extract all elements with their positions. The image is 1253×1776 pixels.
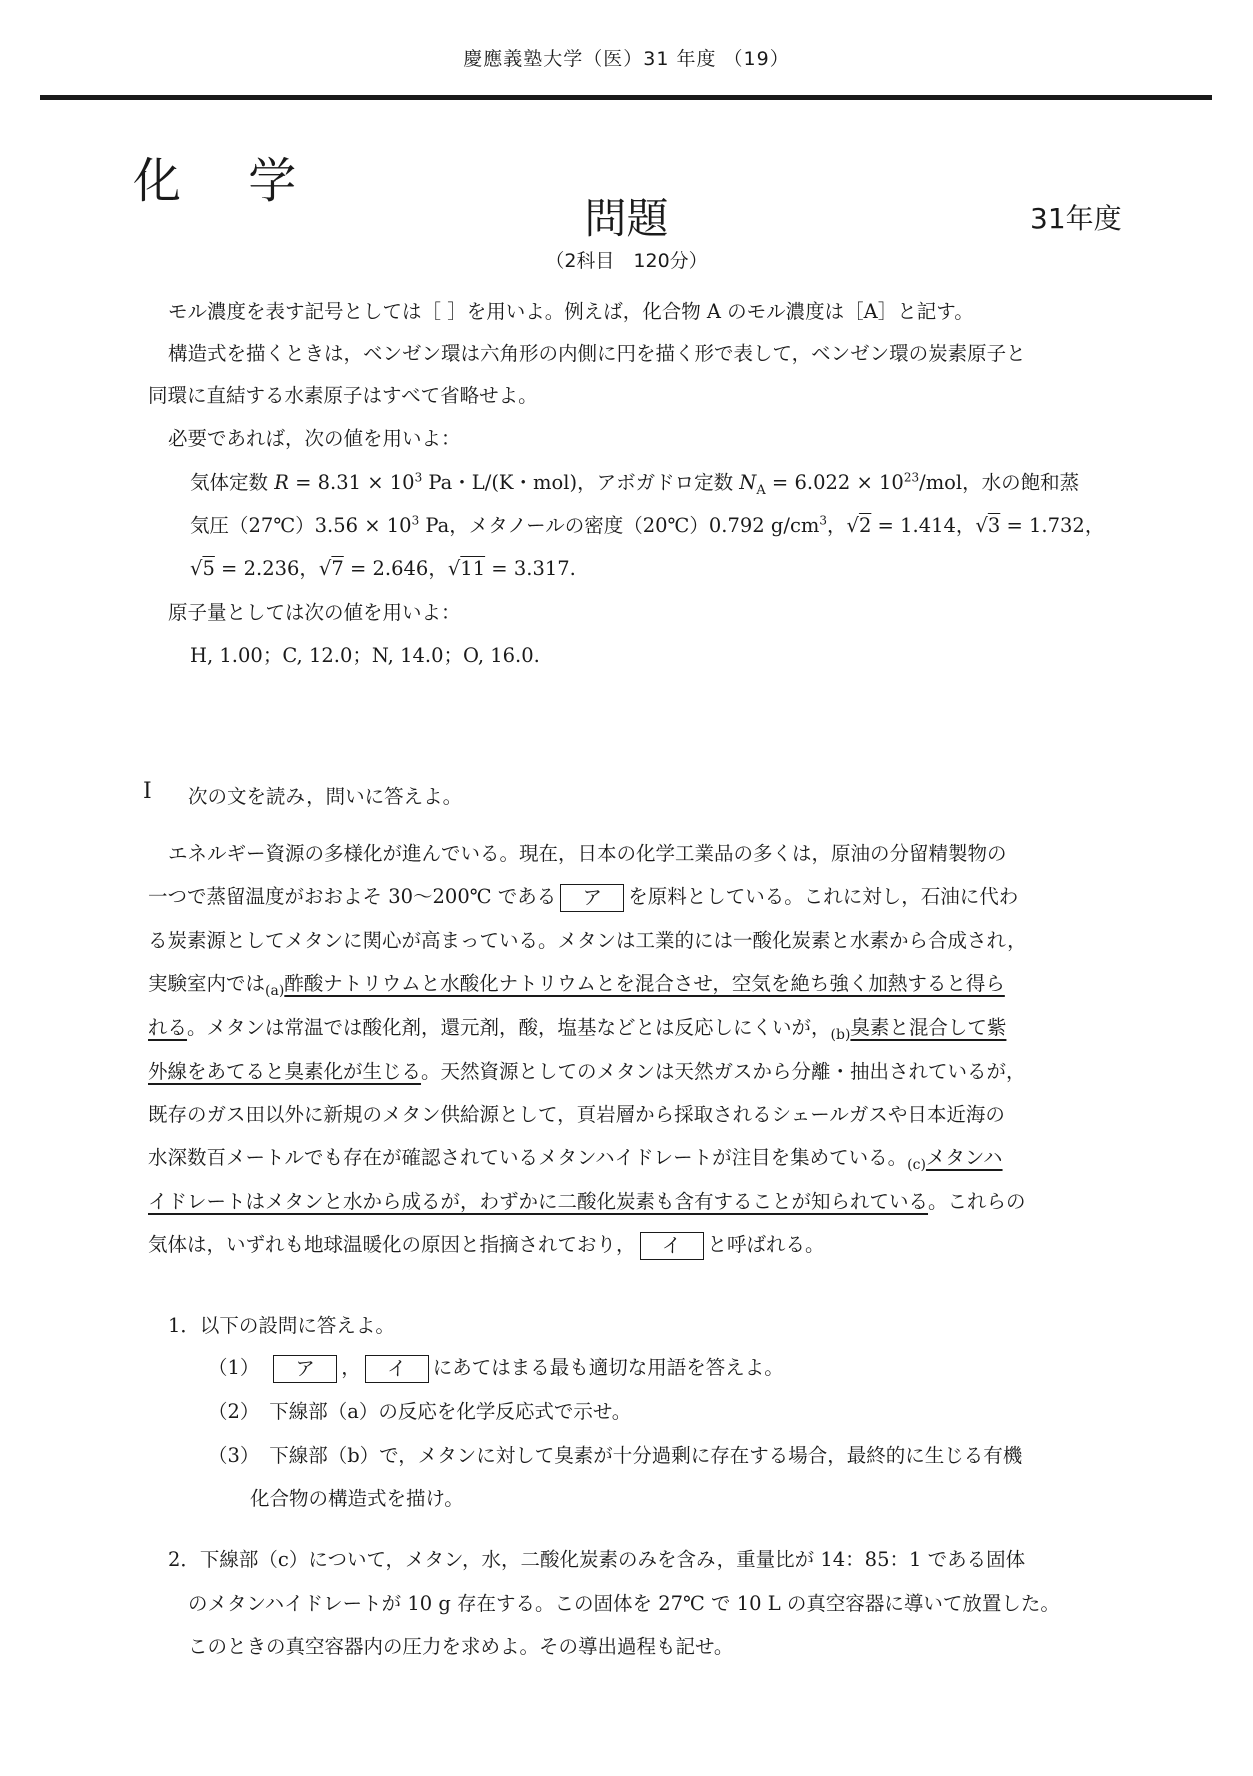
passage-line-3: る炭素源としてメタンに関心が高まっている。メタンは工業的には一酸化炭素と水素から合成され，	[148, 929, 1027, 952]
passage-line-10: 気体は，いずれも地球温暖化の原因と指摘されており， イ と呼ばれる。	[148, 1229, 825, 1260]
section-number: I	[143, 779, 152, 804]
exam-duration: （2科目 120分）	[545, 250, 708, 272]
marker-b: (b)	[830, 1026, 851, 1043]
intro-line-5: 原子量としては次の値を用いよ：	[168, 601, 461, 624]
question-1-3-cont: 化合物の構造式を描け。	[250, 1487, 464, 1510]
marker-a: (a)	[265, 982, 285, 999]
q1-blank-i: イ	[365, 1355, 429, 1383]
question-2-line-3: このときの真空容器内の圧力を求めよ。その導出過程も記せ。	[188, 1635, 734, 1658]
blank-i: イ	[640, 1232, 704, 1260]
passage-line-2: 一つで蒸留温度がおおよそ 30〜200℃ である ア を原料としている。これに対し，石油に代わ	[148, 881, 1018, 912]
intro-line-2: 構造式を描くときは，ベンゼン環は六角形の内側に円を描く形で表して，ベンゼン環の炭素原子と	[168, 342, 1026, 365]
intro-line-1: モル濃度を表す記号としては［ ］を用いよ。例えば，化合物 A のモル濃度は［A］と記す。	[168, 300, 974, 323]
question-2-line-1: 2．下線部（c）について，メタン，水，二酸化炭素のみを含み，重量比が 14：85：1 である固体	[168, 1548, 1026, 1571]
passage-line-4: 実験室内では$_{(a)}$酢酸ナトリウムと水酸化ナトリウムとを混合させ，空気を絶ち強く加熱すると得ら	[148, 972, 1005, 999]
exam-title: 問題	[584, 194, 669, 243]
q1-blank-a: ア	[273, 1355, 337, 1383]
passage-line-5: れる。メタンは常温では酸化剤，還元剤，酸，塩基などとは反応しにくいが，$_{(b)}$臭素と混合して紫	[148, 1016, 1007, 1043]
question-1-3: （3） 下線部（b）で，メタンに対して臭素が十分過剰に存在する場合，最終的に生じる有機	[208, 1444, 1023, 1467]
constants-line-1: 気体定数 $R = 8.31 \times 10^3$ Pa・L/(K・mol)，アボガドロ定数 $N_A = 6.022 \times 10^{23}/mol$，水の飽和蒸	[190, 470, 1080, 498]
question-2-line-2: のメタンハイドレートが 10 g 存在する。この固体を 27℃ で 10 L の真空容器に導いて放置した。	[188, 1592, 1060, 1615]
underline-c: メタンハ	[925, 1146, 1003, 1169]
passage-line-7: 既存のガス田以外に新規のメタン供給源として，頁岩層から採取されるシェールガスや日本近海の	[148, 1103, 1005, 1126]
passage-line-9: イドレートはメタンと水から成るが，わずかに二酸化炭素も含有することが知られている。これらの	[148, 1190, 1026, 1213]
passage-line-1: エネルギー資源の多様化が進んでいる。現在，日本の化学工業品の多くは，原油の分留精製物の	[168, 842, 1007, 865]
constants-line-3: √5 = 2.236，√7 = 2.646，√11 = 3.317.	[190, 557, 576, 580]
subject-title: 化 学	[133, 153, 323, 209]
underline-a: 酢酸ナトリウムと水酸化ナトリウムとを混合させ，空気を絶ち強く加熱すると得ら	[284, 972, 1005, 995]
question-1-1: （1） ア ， イ にあてはまる最も適切な用語を答えよ。	[208, 1352, 784, 1383]
intro-line-3: 同環に直結する水素原子はすべて省略せよ。	[148, 384, 538, 407]
passage-line-8: 水深数百メートルでも存在が確認されているメタンハイドレートが注目を集めている。$_{(c)}$メタンハ	[148, 1146, 1003, 1173]
atomic-weights: H, 1.00；C, 12.0；N, 14.0；O, 16.0.	[190, 644, 540, 667]
underline-b: 臭素と混合して紫	[850, 1016, 1007, 1039]
constants-line-2: 気圧（27℃）3.56 × $10^3$ Pa，メタノールの密度（20℃）0.792 $g/cm^3$，√2 = 1.414，√3 = 1.732，	[190, 513, 1105, 537]
section-instruction: 次の文を読み，問いに答えよ。	[188, 785, 463, 808]
intro-line-4: 必要であれば，次の値を用いよ：	[168, 427, 461, 450]
passage-line-6: 外線をあてると臭素化が生じる。天然資源としてのメタンは天然ガスから分離・抽出されているが，	[148, 1060, 1026, 1083]
blank-a: ア	[560, 884, 624, 912]
marker-c: (c)	[907, 1156, 926, 1173]
question-1-head: 1．以下の設問に答えよ。	[168, 1314, 395, 1337]
page-header: 慶應義塾大学（医）31 年度 （19）	[463, 48, 790, 70]
exam-year: 31年度	[1030, 202, 1122, 235]
header-rule	[40, 95, 1212, 100]
question-1-2: （2） 下線部（a）の反応を化学反応式で示せ。	[208, 1400, 632, 1423]
